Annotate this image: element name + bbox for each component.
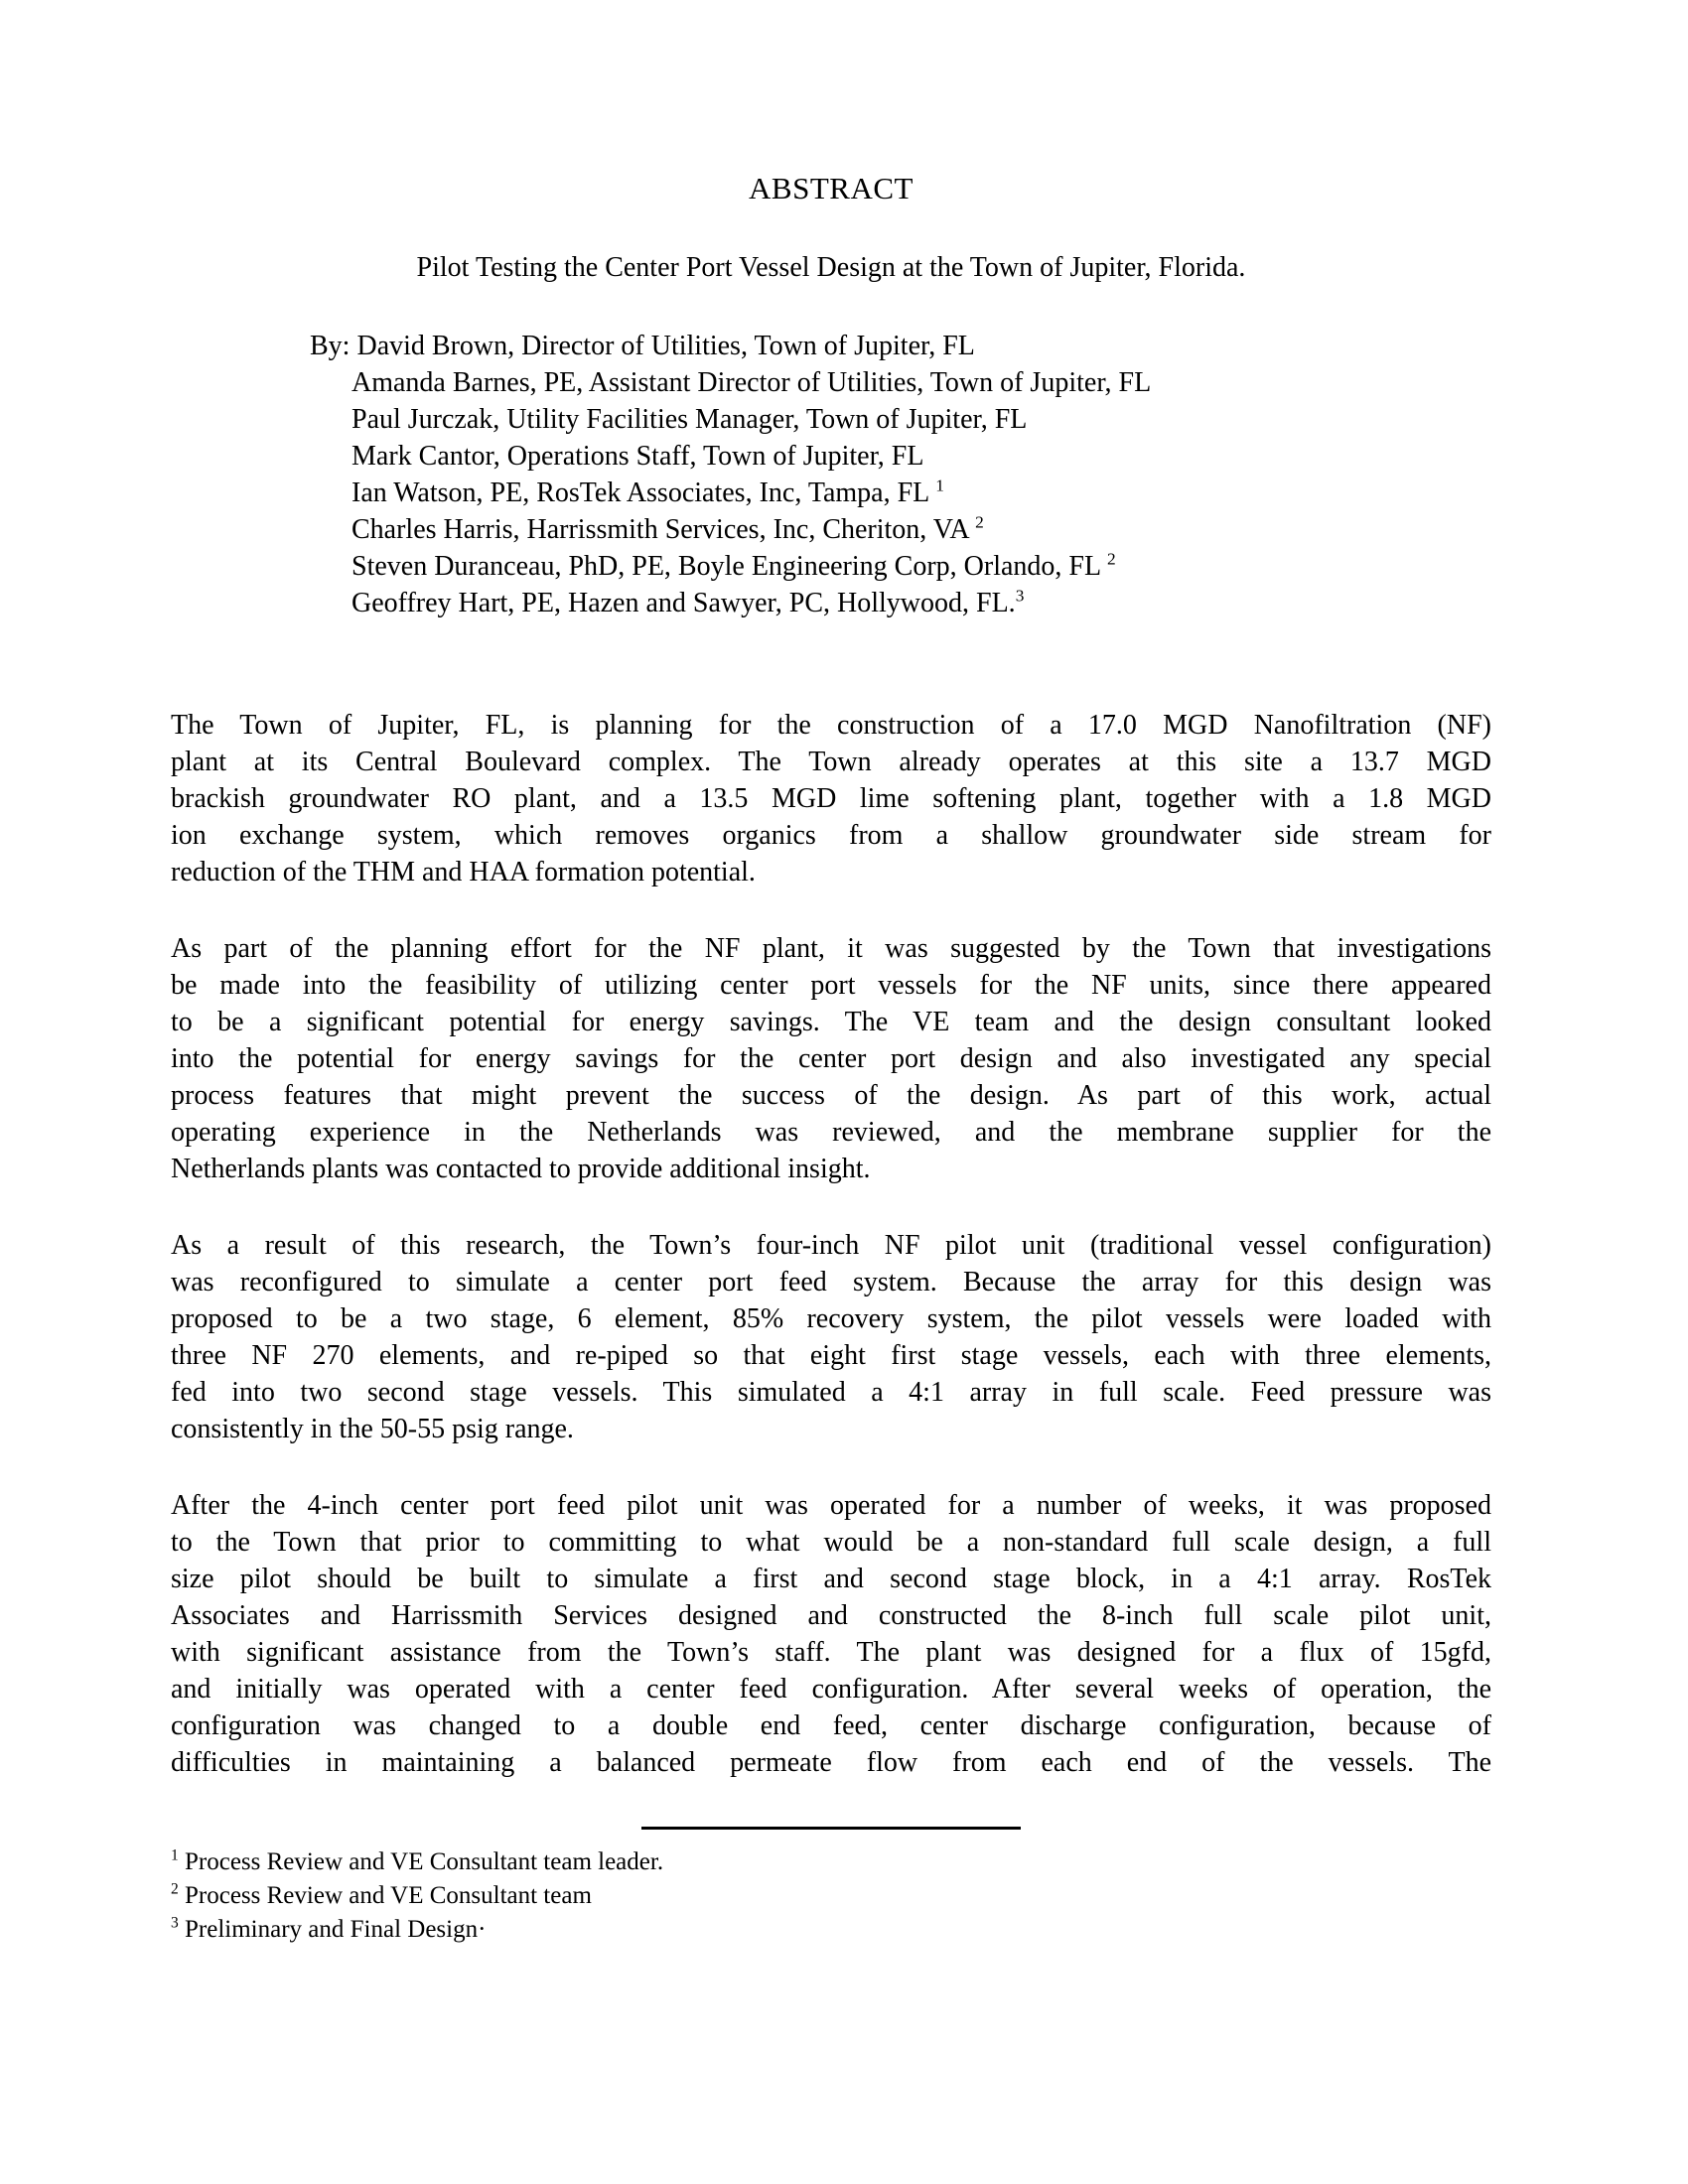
paragraph-line: process features that might prevent the success of the design. As part of this work, actual bbox=[171, 1080, 1491, 1111]
paragraph-line: reduction of the THM and HAA formation potential. bbox=[171, 857, 756, 887]
paragraph-line: consistently in the 50-55 psig range. bbox=[171, 1414, 574, 1444]
author-footnote-marker: 2 bbox=[975, 512, 984, 532]
paragraph bbox=[171, 1227, 1491, 1447]
paragraph-line: with significant assistance from the Town’s staff. The plant was designed for a flux of 15gfd, bbox=[171, 1637, 1491, 1668]
paragraph-line: three NF 270 elements, and re-piped so that eight first stage vessels, each with three elements, bbox=[171, 1340, 1491, 1371]
paragraph-line: plant at its Central Boulevard complex. The Town already operates at this site a 13.7 MGD bbox=[171, 747, 1491, 777]
author-line: Ian Watson, PE, RosTek Associates, Inc, Tampa, FL $^1$ bbox=[352, 476, 944, 508]
page-title: ABSTRACT bbox=[749, 171, 914, 205]
paragraph-line: difficulties in maintaining a balanced permeate flow from each end of the vessels. The bbox=[171, 1747, 1491, 1778]
author-block bbox=[171, 328, 1491, 621]
author-line: Geoffrey Hart, PE, Hazen and Sawyer, PC, Hollywood, FL.$^3$ bbox=[352, 586, 1025, 618]
paragraph-line: was reconfigured to simulate a center port feed system. Because the array for this design was bbox=[171, 1267, 1491, 1297]
paragraph-line: be made into the feasibility of utilizing center port vessels for the NF units, since there appeared bbox=[171, 970, 1491, 1001]
footnote-marker: 1 bbox=[171, 1846, 179, 1864]
author-footnote-marker: 1 bbox=[935, 476, 944, 495]
document-subtitle: Pilot Testing the Center Port Vessel Design at the Town of Jupiter, Florida. bbox=[416, 252, 1246, 283]
author-line: By: David Brown, Director of Utilities, Town of Jupiter, FL bbox=[310, 331, 975, 361]
footnote-marker: 2 bbox=[171, 1880, 179, 1898]
paragraph-line: ion exchange system, which removes organics from a shallow groundwater side stream for bbox=[171, 820, 1491, 851]
paragraph bbox=[171, 707, 1491, 890]
paragraph bbox=[171, 1487, 1491, 1781]
footnote-line: $^3$ Preliminary and Final Design· bbox=[171, 1914, 487, 1943]
paragraph-line: brackish groundwater RO plant, and a 13.5 MGD lime softening plant, together with a 1.8 MGD bbox=[171, 783, 1491, 814]
author-line: Mark Cantor, Operations Staff, Town of Jupiter, FL bbox=[352, 441, 924, 472]
paragraph-line: and initially was operated with a center feed configuration. After several weeks of operation, the bbox=[171, 1674, 1491, 1705]
paragraph-line: configuration was changed to a double end feed, center discharge configuration, because of bbox=[171, 1710, 1491, 1741]
paragraph-line: As a result of this research, the Town’s four-inch NF pilot unit (traditional vessel configuration) bbox=[171, 1230, 1491, 1261]
byline-prefix: By: bbox=[310, 331, 357, 361]
footnote-marker: 3 bbox=[171, 1914, 179, 1932]
author-line: Steven Duranceau, PhD, PE, Boyle Engineering Corp, Orlando, FL $^2$ bbox=[352, 549, 1116, 582]
author-footnote-marker: 2 bbox=[1107, 549, 1116, 569]
paragraph-line: operating experience in the Netherlands was reviewed, and the membrane supplier for the bbox=[171, 1117, 1491, 1148]
paragraph-line: into the potential for energy savings for the center port design and also investigated any special bbox=[171, 1043, 1491, 1074]
author-line: Amanda Barnes, PE, Assistant Director of Utilities, Town of Jupiter, FL bbox=[352, 367, 1152, 398]
paragraph-line: The Town of Jupiter, FL, is planning for the construction of a 17.0 MGD Nanofiltration (NF) bbox=[171, 710, 1491, 741]
page-content bbox=[171, 171, 1491, 1947]
footnote-line: $^2$ Process Review and VE Consultant team bbox=[171, 1880, 592, 1909]
paragraph bbox=[171, 930, 1491, 1187]
paragraph-line: size pilot should be built to simulate a first and second stage block, in a 4:1 array. RosTek bbox=[171, 1564, 1491, 1594]
paragraph-line: As part of the planning effort for the NF plant, it was suggested by the Town that investigations bbox=[171, 933, 1491, 964]
footnote-separator bbox=[641, 1827, 1021, 1830]
paragraph-line: After the 4-inch center port feed pilot unit was operated for a number of weeks, it was proposed bbox=[171, 1490, 1491, 1521]
paragraph-line: fed into two second stage vessels. This simulated a 4:1 array in full scale. Feed pressure was bbox=[171, 1377, 1491, 1408]
paragraph-line: Associates and Harrissmith Services designed and constructed the 8-inch full scale pilot unit, bbox=[171, 1600, 1491, 1631]
author-line: Paul Jurczak, Utility Facilities Manager, Town of Jupiter, FL bbox=[352, 404, 1028, 435]
author-footnote-marker: 3 bbox=[1015, 586, 1025, 606]
paragraph-line: to the Town that prior to committing to what would be a non-standard full scale design, a full bbox=[171, 1527, 1491, 1558]
paragraph-line: Netherlands plants was contacted to provide additional insight. bbox=[171, 1154, 871, 1184]
footnote-line: $^1$ Process Review and VE Consultant team leader. bbox=[171, 1846, 664, 1875]
body-paragraphs bbox=[171, 707, 1491, 1781]
paragraph-line: proposed to be a two stage, 6 element, 85% recovery system, the pilot vessels were loaded with bbox=[171, 1303, 1491, 1334]
footnote-block bbox=[171, 1845, 1491, 1947]
paragraph-line: to be a significant potential for energy savings. The VE team and the design consultant looked bbox=[171, 1007, 1491, 1037]
author-line: Charles Harris, Harrissmith Services, Inc, Cheriton, VA $^2$ bbox=[352, 512, 984, 545]
